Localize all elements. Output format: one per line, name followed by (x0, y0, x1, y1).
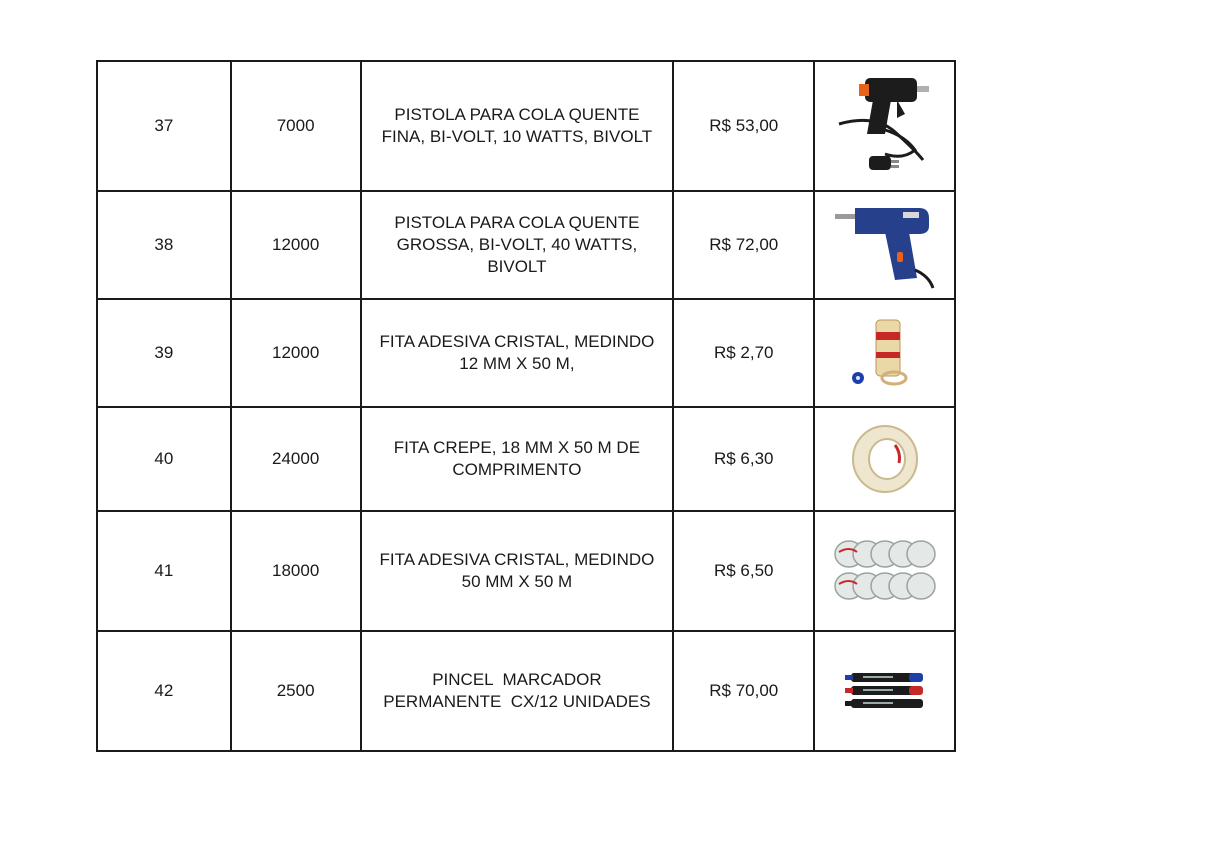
item-price: R$ 53,00 (673, 61, 814, 191)
description-line: COMPRIMENTO (452, 460, 582, 479)
item-price: R$ 2,70 (673, 299, 814, 407)
description-line: FITA ADESIVA CRISTAL, MEDINDO (379, 550, 655, 569)
item-price: R$ 72,00 (673, 191, 814, 299)
item-quantity: 2500 (231, 631, 361, 751)
tape-rolls-small-icon (850, 318, 920, 388)
description-line: 12 MM X 50 M, (459, 354, 575, 373)
packing-tape-pack-icon (833, 538, 937, 604)
description-line: PISTOLA PARA COLA QUENTE (394, 213, 640, 232)
item-image (814, 631, 955, 751)
description-line: FITA ADESIVA CRISTAL, MEDINDO (379, 332, 655, 351)
item-number: 40 (97, 407, 231, 511)
item-price: R$ 70,00 (673, 631, 814, 751)
item-number: 42 (97, 631, 231, 751)
table-row (97, 191, 955, 299)
table-row (97, 631, 955, 751)
item-price: R$ 6,30 (673, 407, 814, 511)
item-quantity: 12000 (231, 299, 361, 407)
item-description (361, 511, 674, 631)
table-row (97, 61, 955, 191)
glue-gun-small-icon (835, 74, 935, 178)
item-quantity: 24000 (231, 407, 361, 511)
item-number: 41 (97, 511, 231, 631)
table-row (97, 511, 955, 631)
description-line: FITA CREPE, 18 MM X 50 M DE (393, 438, 641, 457)
glue-gun-large-icon (833, 200, 937, 290)
description-line: PERMANENTE CX/12 UNIDADES (383, 692, 651, 711)
item-image (814, 407, 955, 511)
item-description (361, 299, 674, 407)
item-quantity: 18000 (231, 511, 361, 631)
item-image (814, 191, 955, 299)
item-image (814, 299, 955, 407)
item-image (814, 511, 955, 631)
permanent-markers-icon (843, 671, 927, 711)
description-line: PINCEL MARCADOR (432, 670, 602, 689)
table-row (97, 299, 955, 407)
item-quantity: 12000 (231, 191, 361, 299)
item-description (361, 61, 674, 191)
item-number: 38 (97, 191, 231, 299)
item-description (361, 407, 674, 511)
item-number: 37 (97, 61, 231, 191)
product-table (96, 60, 956, 752)
description-line: 50 MM X 50 M (461, 572, 573, 591)
description-line: PISTOLA PARA COLA QUENTE (394, 105, 640, 124)
description-line: FINA, BI-VOLT, 10 WATTS, BIVOLT (381, 127, 653, 146)
item-description (361, 191, 674, 299)
description-line: GROSSA, BI-VOLT, 40 WATTS, (396, 235, 638, 254)
description-line: BIVOLT (487, 257, 547, 276)
item-price: R$ 6,50 (673, 511, 814, 631)
table-row (97, 407, 955, 511)
item-image (814, 61, 955, 191)
masking-tape-icon (849, 423, 921, 495)
item-quantity: 7000 (231, 61, 361, 191)
item-description (361, 631, 674, 751)
item-number: 39 (97, 299, 231, 407)
